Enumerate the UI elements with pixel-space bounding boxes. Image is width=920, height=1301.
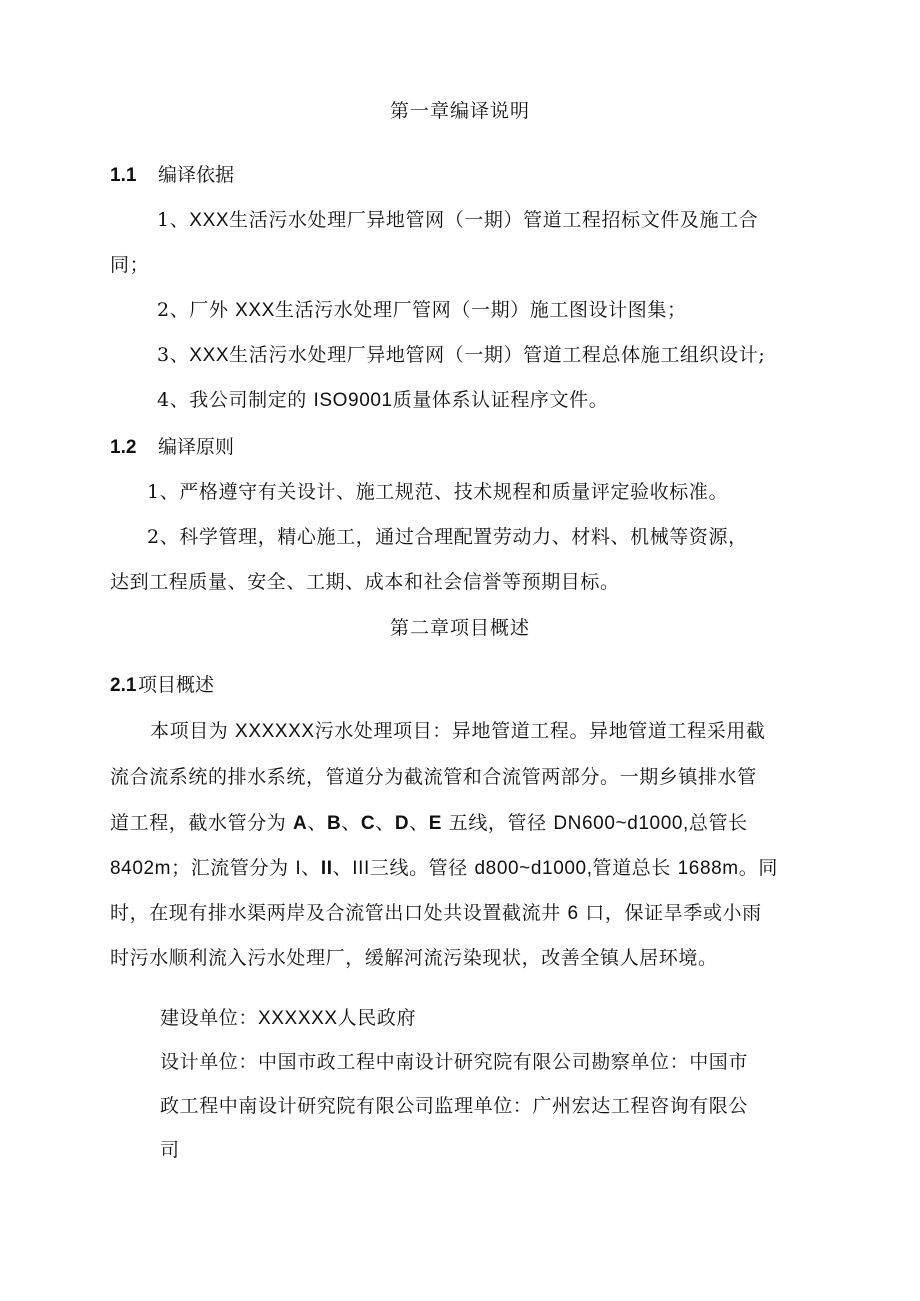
section-2-1-title: 项目概述 bbox=[138, 674, 215, 696]
s21-para-1-line-4: 8402m；汇流管分为 I、II、III三线。管径 d800~d1000,管道总长 1688m。同 bbox=[110, 857, 778, 879]
section-1-1-title: 编译依据 bbox=[158, 164, 235, 186]
s21-para-1-line-2: 流合流系统的排水系统，管道分为截流管和合流管两部分。一期乡镇排水管 bbox=[110, 766, 757, 788]
s12-item-2-cont: 达到工程质量、安全、工期、成本和社会信誉等预期目标。 bbox=[110, 571, 620, 593]
section-1-2-title: 编译原则 bbox=[158, 436, 235, 458]
s11-item-1: 1、XXX生活污水处理厂异地管网（一期）管道工程招标文件及施工合 bbox=[157, 209, 759, 231]
s21-para-1-line-6: 时污水顺利流入污水处理厂，缓解河流污染现状，改善全镇人居环境。 bbox=[110, 947, 718, 969]
section-2-1-heading bbox=[110, 670, 214, 697]
s12-item-1: 1、严格遵守有关设计、施工规范、技术规程和质量评定验收标准。 bbox=[147, 481, 729, 503]
s21-para-1-line-1: 本项目为 XXXXXX污水处理项目：异地管道工程。异地管道工程采用截 bbox=[150, 720, 766, 742]
s12-item-2: 2、科学管理，精心施工，通过合理配置劳动力、材料、机械等资源， bbox=[147, 526, 748, 548]
section-1-1-number: 1.1 bbox=[110, 165, 137, 186]
section-2-1-number: 2.1 bbox=[110, 675, 137, 696]
s21-para-2-line-1: 建设单位：XXXXXX人民政府 bbox=[160, 1007, 417, 1029]
s11-item-3: 3、XXX生活污水处理厂异地管网（一期）管道工程总体施工组织设计; bbox=[157, 344, 766, 366]
section-1-2-number: 1.2 bbox=[110, 437, 137, 458]
section-1-1-heading bbox=[110, 160, 234, 187]
chapter-1-title: 第一章编译说明 bbox=[389, 100, 530, 122]
section-1-2-heading bbox=[110, 432, 234, 459]
s21-para-2-line-3: 政工程中南设计研究院有限公司监理单位：广州宏达工程咨询有限公 bbox=[160, 1095, 749, 1117]
s11-item-4: 4、我公司制定的 ISO9001质量体系认证程序文件。 bbox=[157, 389, 609, 411]
s21-para-1-line-5: 时，在现有排水渠两岸及合流管出口处共设置截流井 6 口，保证旱季或小雨 bbox=[110, 902, 762, 924]
s11-item-2: 2、厂外 XXX生活污水处理厂管网（一期）施工图设计图集； bbox=[157, 299, 687, 321]
s21-para-2-line-4: 司 bbox=[160, 1139, 180, 1161]
s21-para-2-line-2: 设计单位：中国市政工程中南设计研究院有限公司勘察单位：中国市 bbox=[160, 1051, 749, 1073]
s11-item-1-cont: 同； bbox=[110, 254, 150, 276]
s21-para-1-line-3: 道工程，截水管分为 A、B、C、D、E 五线，管径 DN600~d1000,总管长 bbox=[110, 812, 748, 834]
chapter-2-title: 第二章项目概述 bbox=[389, 617, 530, 639]
